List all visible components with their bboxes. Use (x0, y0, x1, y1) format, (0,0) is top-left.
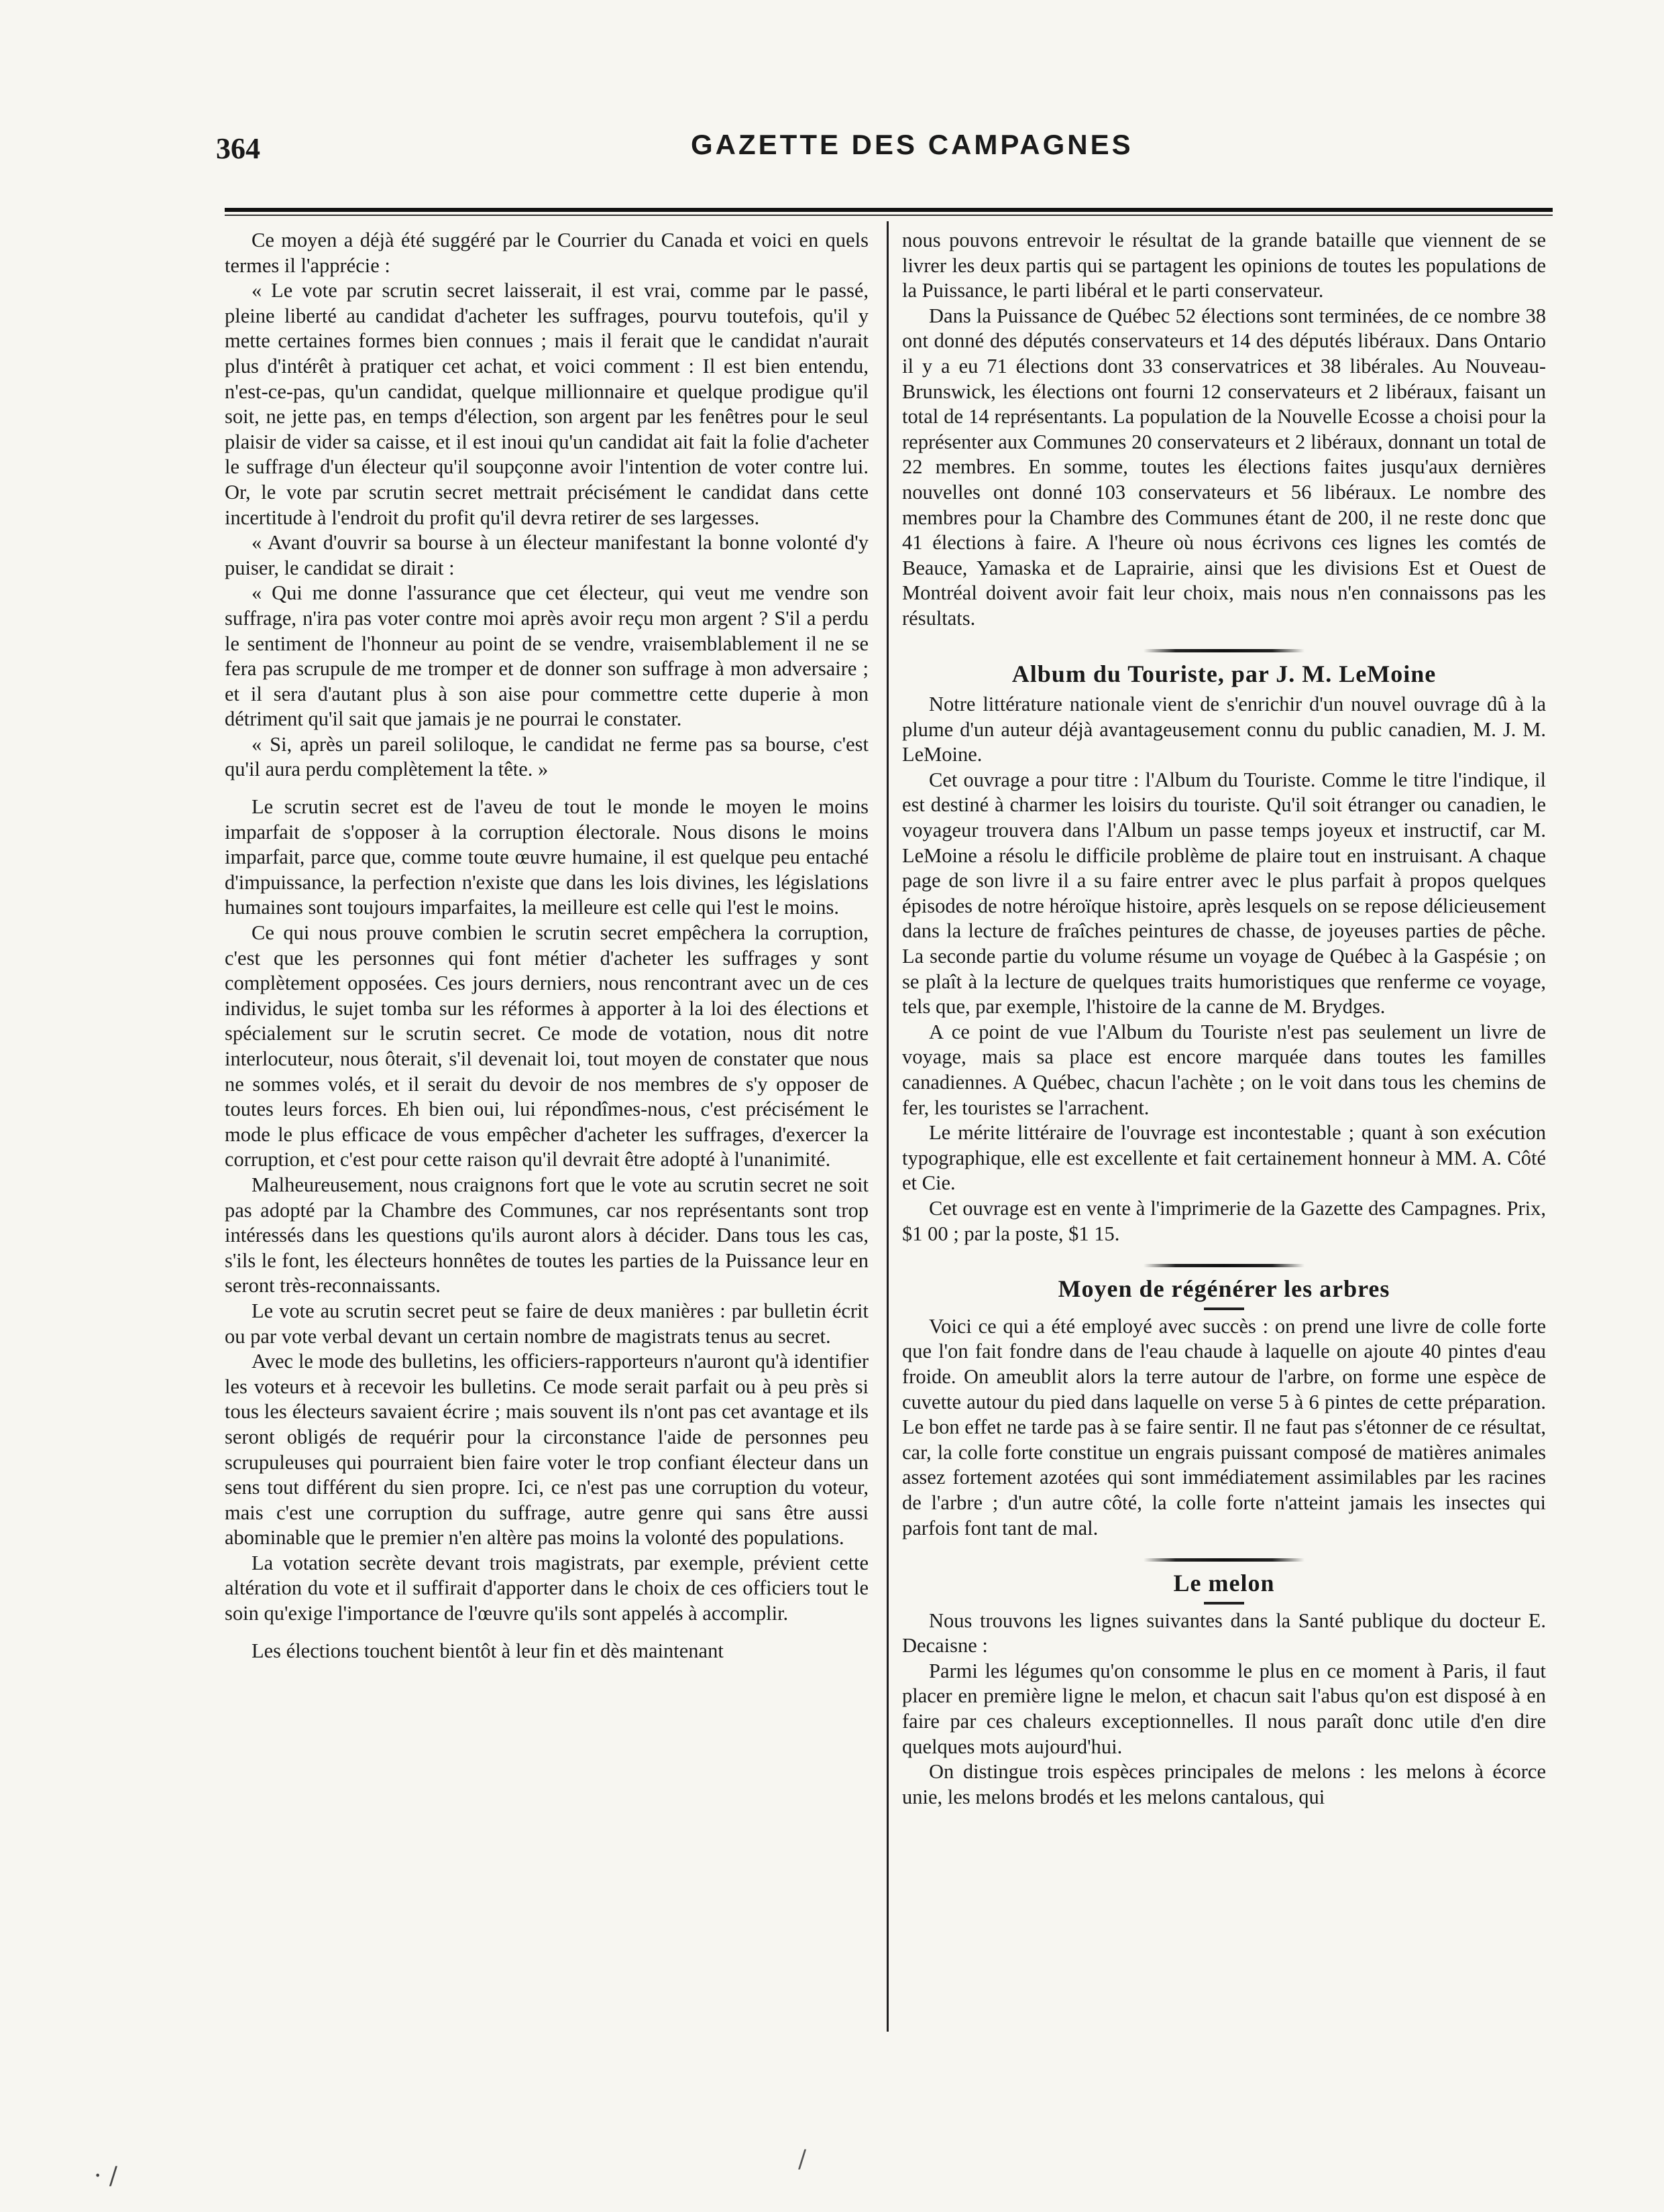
section-heading-melon: Le melon (1173, 1570, 1275, 1597)
paragraph: Dans la Puissance de Québec 52 élections sont terminées, de ce nombre 38 ont donné des députés conservateurs et 14 des députés libéraux. Dans Ontario il y a eu 71 élections dont 33 conservatrices et 38 libérales. Au Nouveau-Brunswick, les élections ont fourni 12 conservateurs et 2 libéraux, faisant un total de 14 représentants. La population de la Nouvelle Ecosse a choisi pour la représenter aux Communes 20 conservateurs et 2 libéraux, donnant un total de 22 membres. En somme, toutes les élections faites jusqu'aux dernières nouvelles ont donné 103 conservateurs et 56 libéraux. Le nombre des membres pour la Chambre des Communes étant de 200, il ne reste donc que 41 élections à faire. A l'heure où nous écrivons ces lignes les comtés de Beauce, Yamaska et de Laprairie, ainsi que les divisions Est et Ouest de Montréal doivent avoir fait leur choix, mais nous n'en connaissons pas les résultats. (902, 304, 1546, 630)
page-title: GAZETTE DES CAMPAGNES (691, 129, 1133, 160)
paragraph: A ce point de vue l'Album du Touriste n'est pas seulement un livre de voyage, mais sa place est encore marquée dans toutes les familles canadiennes. A Québec, chacun l'achète ; on le voit dans tous les chemins de fer, les touristes se l'arrachent. (902, 1020, 1546, 1119)
quote-paragraph: « Si, après un pareil soliloque, le candidat ne ferme pas sa bourse, c'est qu'il aura perdu complètement la tête. » (225, 732, 869, 781)
paragraph: Le scrutin secret est de l'aveu de tout le monde le moyen le moins imparfait de s'opposer à la corruption électorale. Nous disons le moins imparfait, parce que, comme toute œuvre humaine, il est quelque peu entaché d'impuissance, la perfection n'existe que dans les lois divines, les législations humaines sont toujours imparfaites, la meilleure est celle qui l'est le moins. (225, 795, 869, 919)
column-divider (887, 221, 889, 2032)
paragraph: Malheureusement, nous craignons fort que le vote au scrutin secret ne soit pas adopté par la Chambre des Communes, car nos représentants sont trop intéressés dans les questions qu'ils auront alors à décider. Dans tous les cas, s'ils le font, les électeurs honnêtes de toutes les parties de la Puissance leur en seront très-reconnaissants. (225, 1173, 869, 1297)
paragraph: Voici ce qui a été employé avec succès : on prend une livre de colle forte que l'on fait fondre dans de l'eau chaude à laquelle on ajoute 40 pintes d'eau froide. On ameublit alors la terre autour de l'arbre, on forme une espèce de cuvette autour du pied dans laquelle on verse 5 à 6 pintes de cette préparation. Le bon effet ne tarde pas à se faire sentir. Il ne faut pas s'étonner de ce résultat, car, la colle forte constitue un engrais puissant composé de matières animales assez fortement azotées qui sont immédiatement assimilables par les racines de l'arbre ; d'un autre côté, la colle forte n'atteint jamais les insectes qui parfois font tant de mal. (902, 1314, 1546, 1539)
heading-underline (1204, 1602, 1244, 1605)
paragraph: Le vote au scrutin secret peut se faire de deux manières : par bulletin écrit ou par vote verbal devant un certain nombre de magistrats tenus au secret. (225, 1299, 869, 1348)
paragraph: Parmi les légumes qu'on consomme le plus en ce moment à Paris, il faut placer en première ligne le melon, et chacun sait l'abus qu'on est disposé à en faire par ces chaleurs exceptionnelles. Il nous paraît donc utile d'en dire quelques mots aujourd'hui. (902, 1659, 1546, 1758)
section-divider (1144, 1558, 1305, 1562)
paragraph: On distingue trois espèces principales de melons : les melons à écorce unie, les melons brodés et les melons cantalous, qui (902, 1760, 1546, 1808)
footer-mark: / (798, 2146, 807, 2173)
section-heading-arbres: Moyen de régénérer les arbres (1058, 1275, 1390, 1303)
paragraph: nous pouvons entrevoir le résultat de la grande bataille que viennent de se livrer les deux partis qui se partagent les opinions de toutes les populations de la Puissance, le parti libéral et le parti conservateur. (902, 229, 1546, 302)
section-divider (1144, 649, 1305, 652)
quote-paragraph: « Qui me donne l'assurance que cet électeur, qui veut me vendre son suffrage, n'ira pas voter contre moi après avoir reçu mon argent ? S'il a perdu le sentiment de l'honneur au point de se vendre, vraisemblablement il ne se fera pas scrupule de me tromper et de donner son suffrage à mon adversaire ; et il sera d'autant plus à son aise pour commettre cette duperie à mon détriment qu'il sait que jamais je ne pourrai le constater. (225, 581, 869, 731)
paragraph: Notre littérature nationale vient de s'enrichir d'un nouvel ouvrage dû à la plume d'un auteur déjà avantageusement connu du public canadien, M. J. M. LeMoine. (902, 693, 1546, 766)
header-rule (225, 208, 1553, 212)
quote-paragraph: « Le vote par scrutin secret laisserait, il est vrai, comme par le passé, pleine liberté au candidat d'acheter les suffrages, pourvu toutefois, qu'il y mette certaines formes bien connues ; mais il ferait que le candidat n'aurait plus d'intérêt à pratiquer cet achat, et voici comment : Il est bien entendu, n'est-ce-pas, qu'un candidat, quelque millionnaire et quelque prodigue qu'il soit, ne jette pas, en temps d'élection, son argent par les fenêtres pour le seul plaisir de vider sa caisse, et il est inoui qu'un candidat ait fait la folie d'acheter le suffrage d'un électeur qu'il soupçonne avoir l'intention de voter contre lui. Or, le vote par scrutin secret mettrait précisément le candidat dans cette incertitude à l'endroit du profit qu'il devra retirer de ses largesses. (225, 279, 869, 529)
section-heading-album: Album du Touriste, par J. M. LeMoine (1011, 660, 1437, 687)
paragraph: Avec le mode des bulletins, les officiers-rapporteurs n'auront qu'à identifier les voteurs et à recevoir les bulletins. Ce mode serait parfait ou à peu près si tous les électeurs savaient écrire ; mais souvent ils n'ont pas cet avantage et ils seront obligés de requérir pour la circonstance l'aide de personnes peu scrupuleuses qui pourraient bien faire voter le trop confiant électeur dans un sens tout différent du sien propre. Ici, ce n'est pas une corruption du voteur, mais c'est une corruption du suffrage, autre genre qui sans être aussi abominable que le premier n'en altère pas moins la volonté des populations. (225, 1350, 869, 1550)
left-column (225, 228, 869, 1664)
heading-underline (1204, 1307, 1244, 1310)
corner-mark: · / (94, 2162, 118, 2190)
header-rule-thin (225, 215, 1553, 216)
paragraph: Les élections touchent bientôt à leur fin et dès maintenant (252, 1639, 724, 1662)
paragraph: Nous trouvons les lignes suivantes dans la Santé publique du docteur E. Decaisne : (902, 1609, 1546, 1657)
paragraph: Le mérite littéraire de l'ouvrage est incontestable ; quant à son exécution typographique, elle est excellente et fait certainement honneur à MM. A. Côté et Cie. (902, 1121, 1546, 1195)
quote-paragraph: « Avant d'ouvrir sa bourse à un électeur manifestant la bonne volonté d'y puiser, le candidat se dirait : (225, 531, 869, 579)
page-number: 364 (216, 132, 260, 165)
paragraph: Cet ouvrage est en vente à l'imprimerie de la Gazette des Campagnes. Prix, $1 00 ; par la poste, $1 15. (902, 1196, 1546, 1245)
paragraph: Ce moyen a déjà été suggéré par le Courrier du Canada et voici en quels termes il l'apprécie : (225, 229, 869, 277)
right-column (902, 228, 1546, 1810)
paragraph: Ce qui nous prouve combien le scrutin secret empêchera la corruption, c'est que les personnes qui font métier d'acheter les suffrages y sont complètement opposées. Ces jours derniers, nous rencontrant avec un de ces individus, le sujet tomba sur les réformes à apporter à la loi des élections et spécialement sur le scrutin secret. Ce mode de votation, nous dit notre interlocuteur, nous ôterait, s'il devenait loi, tout moyen de constater que nous ne sommes volés, et il serait du devoir de nos membres de s'y opposer de toutes leurs forces. Eh bien oui, lui répondîmes-nous, c'est précisément le mode le plus efficace de vous empêcher d'acheter les suffrages, d'exercer la corruption, et c'est pour cette raison qu'il devrait être adopté à l'unanimité. (225, 921, 869, 1171)
paragraph: La votation secrète devant trois magistrats, par exemple, prévient cette altération du vote et il suffirait d'apporter dans le choix de ces officiers tout le soin qu'exige l'importance de l'œuvre qu'ils sont appelés à accomplir. (225, 1551, 869, 1625)
paragraph: Cet ouvrage a pour titre : l'Album du Touriste. Comme le titre l'indique, il est destiné à charmer les loisirs du touriste. Qu'il soit étranger ou canadien, le voyageur trouvera dans l'Album un passe temps joyeux et instructif, car M. LeMoine a résolu le difficile problème de plaire tout en instruisant. A chaque page de son livre il a su faire entrer avec le plus parfait à propos quelques épisodes de notre héroïque histoire, après lesquels on se repose délicieusement dans la lecture de fraîches peintures de chasse, de joyeuses parties de pêche. La seconde partie du volume résume un voyage de Québec à la Gaspésie ; on se plaît à la lecture de quelques traits humoristiques que renferme ce voyage, tels que, par exemple, l'histoire de la canne de M. Brydges. (902, 768, 1546, 1018)
section-divider (1144, 1264, 1305, 1267)
